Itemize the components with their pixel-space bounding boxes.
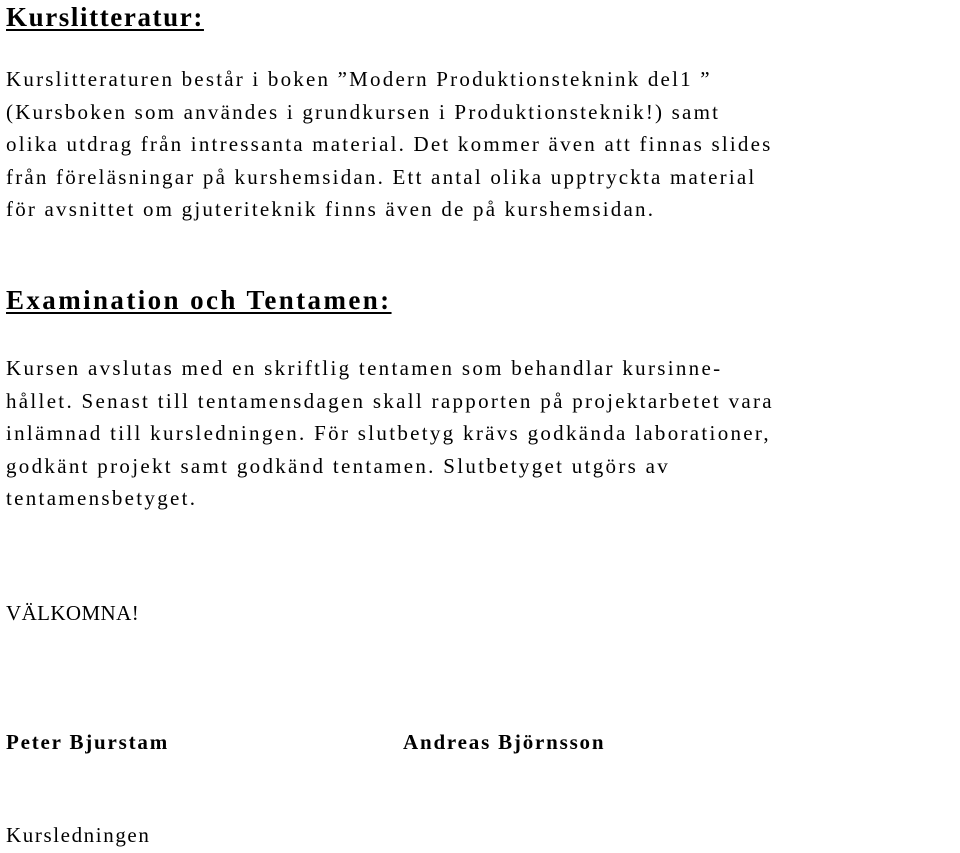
paragraph-line: tentamensbetyget. (6, 486, 198, 510)
paragraph-line: olika utdrag från intressanta material. Det kommer även att finnas slides (6, 132, 773, 156)
paragraph-line: hållet. Senast till tentamensdagen skall rapporten på projektarbetet vara (6, 388, 774, 413)
signature-author-2: Andreas Björnsson (403, 730, 606, 754)
signature-author-1: Peter Bjurstam (6, 730, 170, 754)
welcome-text: VÄLKOMNA! (6, 601, 140, 625)
literature-heading: Kurslitteratur: (6, 2, 204, 32)
paragraph-line: Kurslitteraturen består i boken ”Modern Produktionsteknink del1 ” (6, 67, 712, 91)
examination-heading: Examination och Tentamen: (6, 285, 392, 315)
paragraph-line: Kursen avslutas med en skriftlig tentamen som behandlar kursinne- (6, 356, 723, 380)
paragraph-line: inlämnad till kursledningen. För slutbetyg krävs godkända laborationer, (6, 421, 771, 445)
paragraph-line: (Kursboken som användes i grundkursen i Produktionsteknik!) samt (6, 99, 721, 124)
literature-paragraph (6, 63, 958, 226)
footer-text: Kursledningen (6, 823, 151, 847)
paragraph-line: för avsnittet om gjuteriteknik finns även de på kurshemsidan. (6, 197, 656, 221)
paragraph-line: godkänt projekt samt godkänd tentamen. Slutbetyget utgörs av (6, 453, 671, 478)
paragraph-line: från föreläsningar på kurshemsidan. Ett antal olika upptryckta material (6, 164, 757, 189)
examination-paragraph (6, 352, 958, 515)
